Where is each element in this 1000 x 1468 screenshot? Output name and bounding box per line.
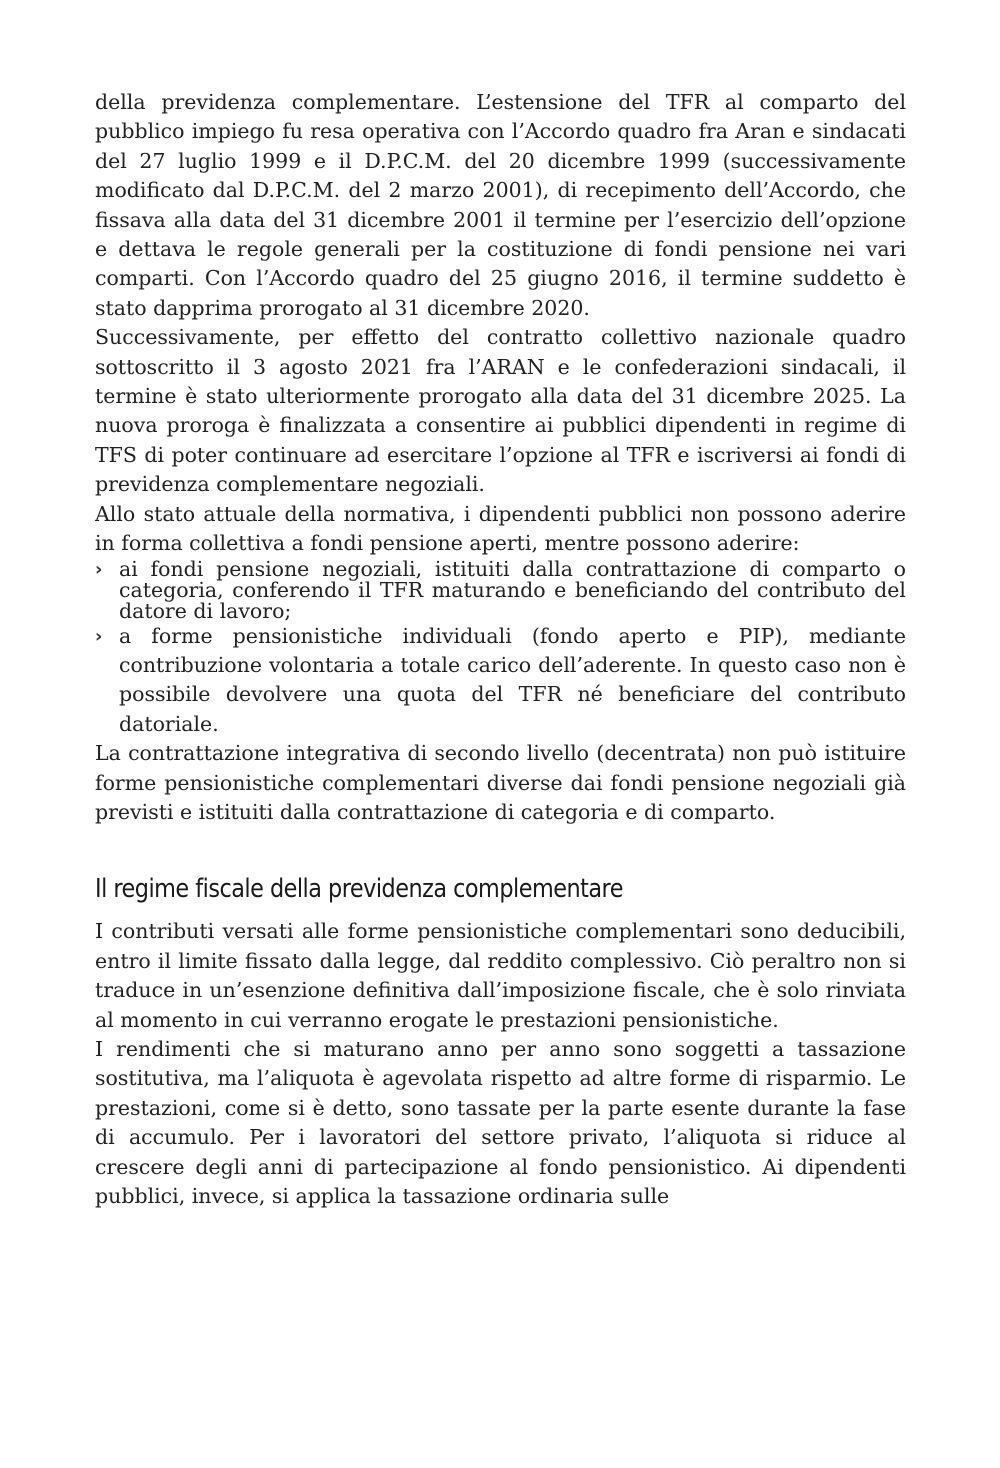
paragraph-tfr-extension: della previdenza complementare. L’estensione del TFR al comparto del pubblico impiego fu resa operativa con l’Accordo quadro fra Aran e sindacati del 27 luglio 1999 e il D.P.C.M. del 20 dicembre 1999 (successivamente modificato dal D.P.C.M. del 2 marzo 2001), di recepimento dell’Accordo, che fissava alla data del 31 dicembre 2001 il termine per l’esercizio dell’opzione e dettava le regole generali per la costituzione di fondi pensione nei vari comparti. Con l’Accordo quadro del 25 giugno 2016, il termine suddetto è stato dapprima prorogato al 31 dicembre 2020.: [95, 90, 906, 320]
list-item-text: a forme pensionistiche individuali (fondo aperto e PIP), mediante contribuzione volontaria a totale carico dell’aderente. In questo caso non è possibile devolvere una quota del TFR né beneficiare del contributo datoriale.: [119, 623, 906, 736]
paragraph-adhesion-intro: Allo stato attuale della normativa, i dipendenti pubblici non possono aderire in forma collettiva a fondi pensione aperti, mentre possono aderire:: [95, 501, 906, 556]
list-item-text: ai fondi pensione negoziali, istituiti dalla contrattazione di comparto o categoria, conferendo il TFR maturando e beneficiando del contributo del datore di lavoro;: [119, 556, 906, 623]
chevron-right-icon: ›: [95, 625, 103, 647]
document-page: [95, 88, 906, 1211]
chevron-right-icon: ›: [95, 558, 103, 580]
adhesion-options-list: [95, 556, 906, 740]
paragraph-second-level-bargaining: La contrattazione integrativa di secondo livello (decentrata) non può istituire forme pensionistiche complementari diverse dai fondi pensione negoziali già previsti e istituiti dalla contrattazione di categoria e di comparto.: [95, 741, 906, 824]
section-heading: Il regime fiscale della previdenza complementare: [95, 874, 623, 905]
paragraph-returns-taxation: I rendimenti che si maturano anno per anno sono soggetti a tassazione sostitutiva, ma l’aliquota è agevolata rispetto ad altre forme di risparmio. Le prestazioni, come si è detto, sono tassate per la parte esente durante la fase di accumulo. Per i lavoratori del settore privato, l’aliquota si riduce al crescere degli anni di partecipazione al fondo pensionistico. Ai dipendenti pubblici, invece, si applica la tassazione ordinaria sulle: [95, 1036, 906, 1208]
list-item: [95, 556, 906, 623]
paragraph-extension-2025: Successivamente, per effetto del contratto collettivo nazionale quadro sottoscritto il 3 agosto 2021 fra l’ARAN e le confederazioni sindacali, il termine è stato ulteriormente prorogato alla data del 31 dicembre 2025. La nuova proroga è finalizzata a consentire ai pubblici dipendenti in regime di TFS di poter continuare ad esercitare l’opzione al TFR e iscriversi ai fondi di previdenza complementare negoziali.: [95, 325, 906, 497]
list-item: [95, 622, 906, 740]
paragraph-contributions-deductible: I contributi versati alle forme pensionistiche complementari sono deducibili, entro il limite fissato dalla legge, dal reddito complessivo. Ciò peraltro non si traduce in un’esenzione definitiva dall’imposizione fiscale, che è solo rinviata al momento in cui verranno erogate le prestazioni pensionistiche.: [95, 919, 906, 1032]
